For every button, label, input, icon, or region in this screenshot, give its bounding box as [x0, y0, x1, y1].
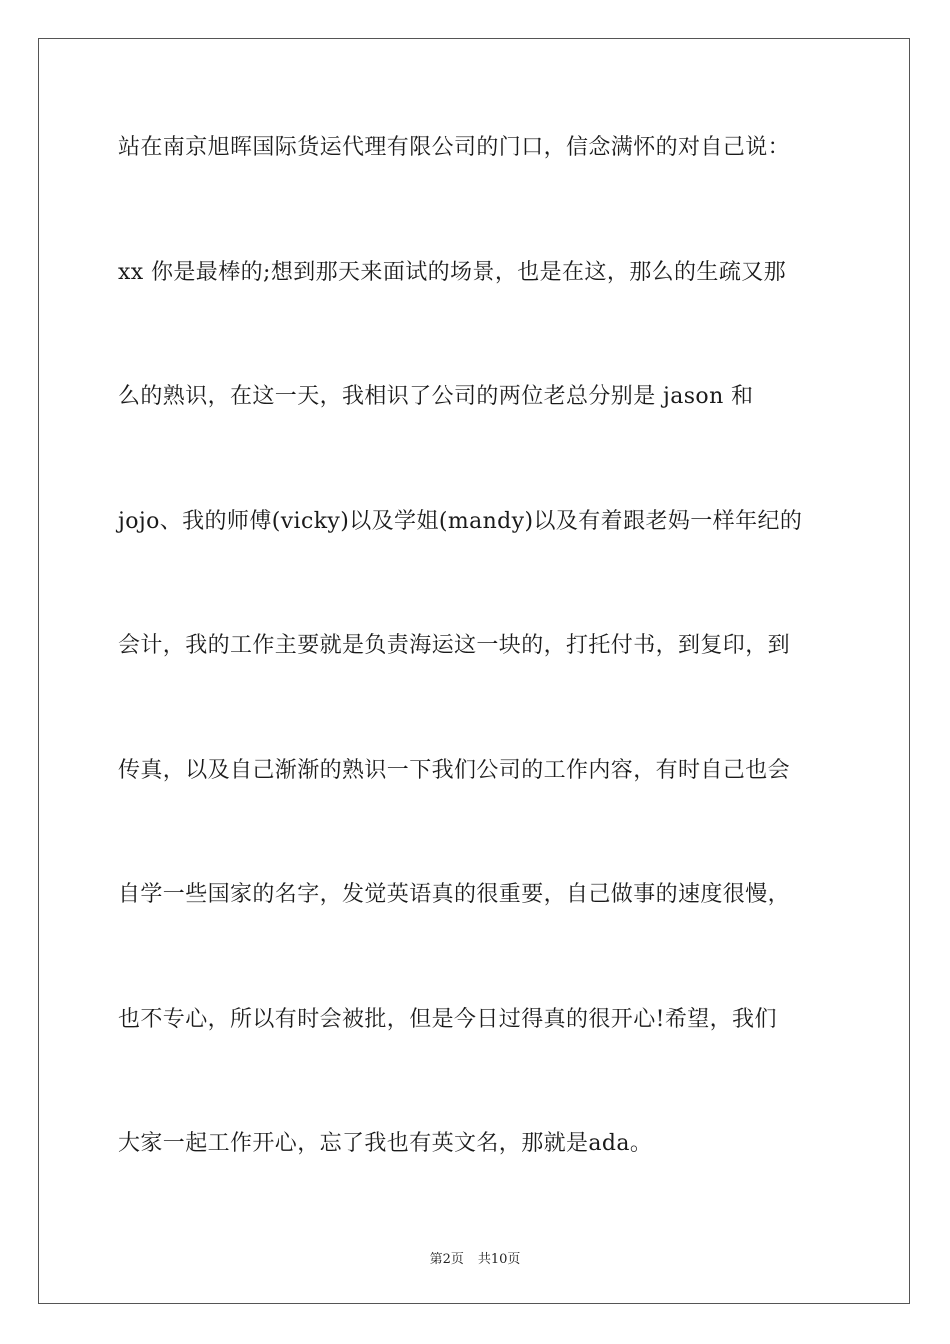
text-line: 自学一些国家的名字，发觉英语真的很重要，自己做事的速度很慢， [118, 882, 791, 907]
text-line: 么的熟识，在这一天，我相识了公司的两位老总分别是 jason 和 [118, 384, 754, 409]
text-line: 会计，我的工作主要就是负责海运这一块的，打托付书，到复印，到 [118, 633, 791, 658]
text-line: 传真，以及自己渐渐的熟识一下我们公司的工作内容，有时自己也会 [118, 757, 791, 783]
text-line: jojo、我的师傅(vicky)以及学姐(mandy)以及有着跟老妈一样年纪的 [118, 508, 803, 534]
text-line: xx 你是最棒的;想到那天来面试的场景，也是在这，那么的生疏又那 [118, 259, 787, 285]
text-line: 站在南京旭晖国际货运代理有限公司的门口，信念满怀的对自己说： [118, 135, 791, 160]
page-number: 第2页 [429, 1252, 464, 1267]
page-total: 共10页 [477, 1252, 521, 1267]
text-line: 也不专心，所以有时会被批，但是今日过得真的很开心!希望，我们 [118, 1006, 777, 1032]
text-line: 大家一起工作开心，忘了我也有英文名，那就是ada。 [118, 1131, 653, 1156]
page-footer [0, 1248, 950, 1267]
document-body [118, 120, 838, 1241]
